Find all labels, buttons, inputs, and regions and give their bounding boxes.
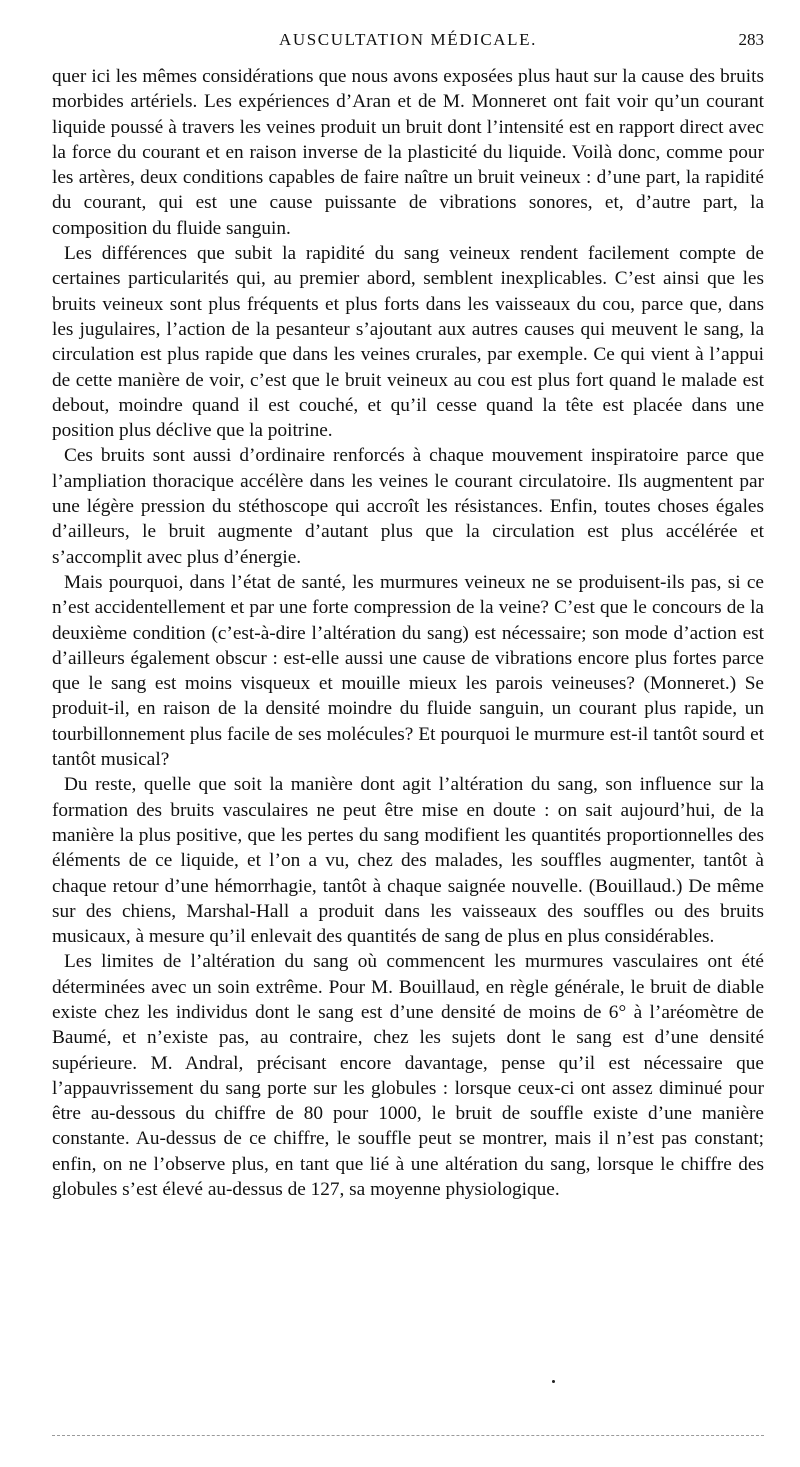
stray-mark — [552, 1380, 555, 1383]
running-title: AUSCULTATION MÉDICALE. — [279, 30, 537, 49]
paragraph: Les limites de l’altération du sang où commencent les murmures vasculaires ont été déterminées avec un soin extrême. Pour M. Bouillaud, en règle générale, le bruit de diable existe chez les individus dont le sang est d’une densité de moins de 6° à l’aréomètre de Baumé, et n’existe pas, au contraire, chez les sujets dont le sang est d’une densité supérieure. M. Andral, précisant encore davantage, pense qu’il est nécessaire que l’appauvrissement du sang porte sur les globules : lorsque ceux-ci ont assez diminué pour être au-dessous du chiffre de 80 pour 1000, le bruit de souffle existe d’une manière constante. Au-dessus de ce chiffre, le souffle peut se montrer, mais il n’est pas constant; enfin, on ne l’observe plus, en tant que lié à une altération du sang, lorsque le chiffre des globules s’est élevé au-dessus de 127, sa moyenne physiologique. — [52, 951, 764, 1201]
footer-rule — [52, 1435, 764, 1436]
paragraph: Ces bruits sont aussi d’ordinaire renforcés à chaque mouvement inspiratoire parce que l’ampliation thoracique accélère dans les veines le courant circulatoire. Ils augmentent par une légère pression du stéthoscope qui accroît les résistances. Enfin, toutes choses égales d’ailleurs, le bruit augmente d’autant plus que la circulation est plus accélérée et s’accomplit avec plus d’énergie. — [52, 445, 764, 568]
paragraph-continuation: quer ici les mêmes considérations que nous avons exposées plus haut sur la cause des bruits morbides artériels. Les expériences d’Aran et de M. Monneret ont fait voir qu’un courant liquide poussé à travers les veines produit un bruit dont l’intensité est en rapport direct avec la force du courant et en raison inverse de la plasticité du liquide. Voilà donc, comme pour les artères, deux conditions capables de faire naître un bruit veineux : d’une part, la rapidité du courant, qui est une cause puissante de vibrations sonores, et, d’autre part, la composition du fluide sanguin. — [52, 66, 764, 239]
paragraph: Les différences que subit la rapidité du sang veineux rendent facilement compte de certaines particularités qui, au premier abord, semblent inexplicables. C’est ainsi que les bruits veineux sont plus fréquents et plus forts dans les vaisseaux du cou, parce que, dans les jugulaires, l’action de la pesanteur s’ajoutant aux autres causes qui meuvent le sang, la circulation est plus rapide que dans les veines crurales, par exemple. Ce qui vient à l’appui de cette manière de voir, c’est que le bruit veineux au cou est plus fort quand le malade est debout, moindre quand il est couché, et qu’il cesse quand la tête est placée dans une position plus déclive que la poitrine. — [52, 243, 764, 442]
body-text — [52, 64, 764, 1202]
page-header — [52, 30, 764, 60]
page-number: 283 — [738, 30, 764, 49]
paragraph: Mais pourquoi, dans l’état de santé, les murmures veineux ne se produisent-ils pas, si ce n’est accidentellement et par une forte compression de la veine? C’est que le concours de la deuxième condition (c’est-à-dire l’altération du sang) est nécessaire; son mode d’action est d’ailleurs également obscur : est-elle aussi une cause de vibrations encore plus fortes parce que le sang est moins visqueux et mouille mieux les parois veineuses? (Monneret.) Se produit-il, en raison de la densité moindre du fluide sanguin, un courant plus rapide, un tourbillonnement plus facile de ses molécules? Et pourquoi le murmure est-il tantôt sourd et tantôt musical? — [52, 571, 764, 771]
paragraph: Du reste, quelle que soit la manière dont agit l’altération du sang, son influence sur la formation des bruits vasculaires ne peut être mise en doute : on sait aujourd’hui, de la manière la plus positive, que les pertes du sang modifient les quantités proportionnelles des éléments de ce liquide, et l’on a vu, chez des malades, les souffles augmenter, tantôt à chaque retour d’une hémorrhagie, tantôt à chaque saignée nouvelle. (Bouillaud.) De même sur des chiens, Marshal-Hall a produit dans les vaisseaux des souffles ou des bruits musicaux, à mesure qu’il enlevait des quantités de sang de plus en plus considérables. — [52, 774, 764, 948]
